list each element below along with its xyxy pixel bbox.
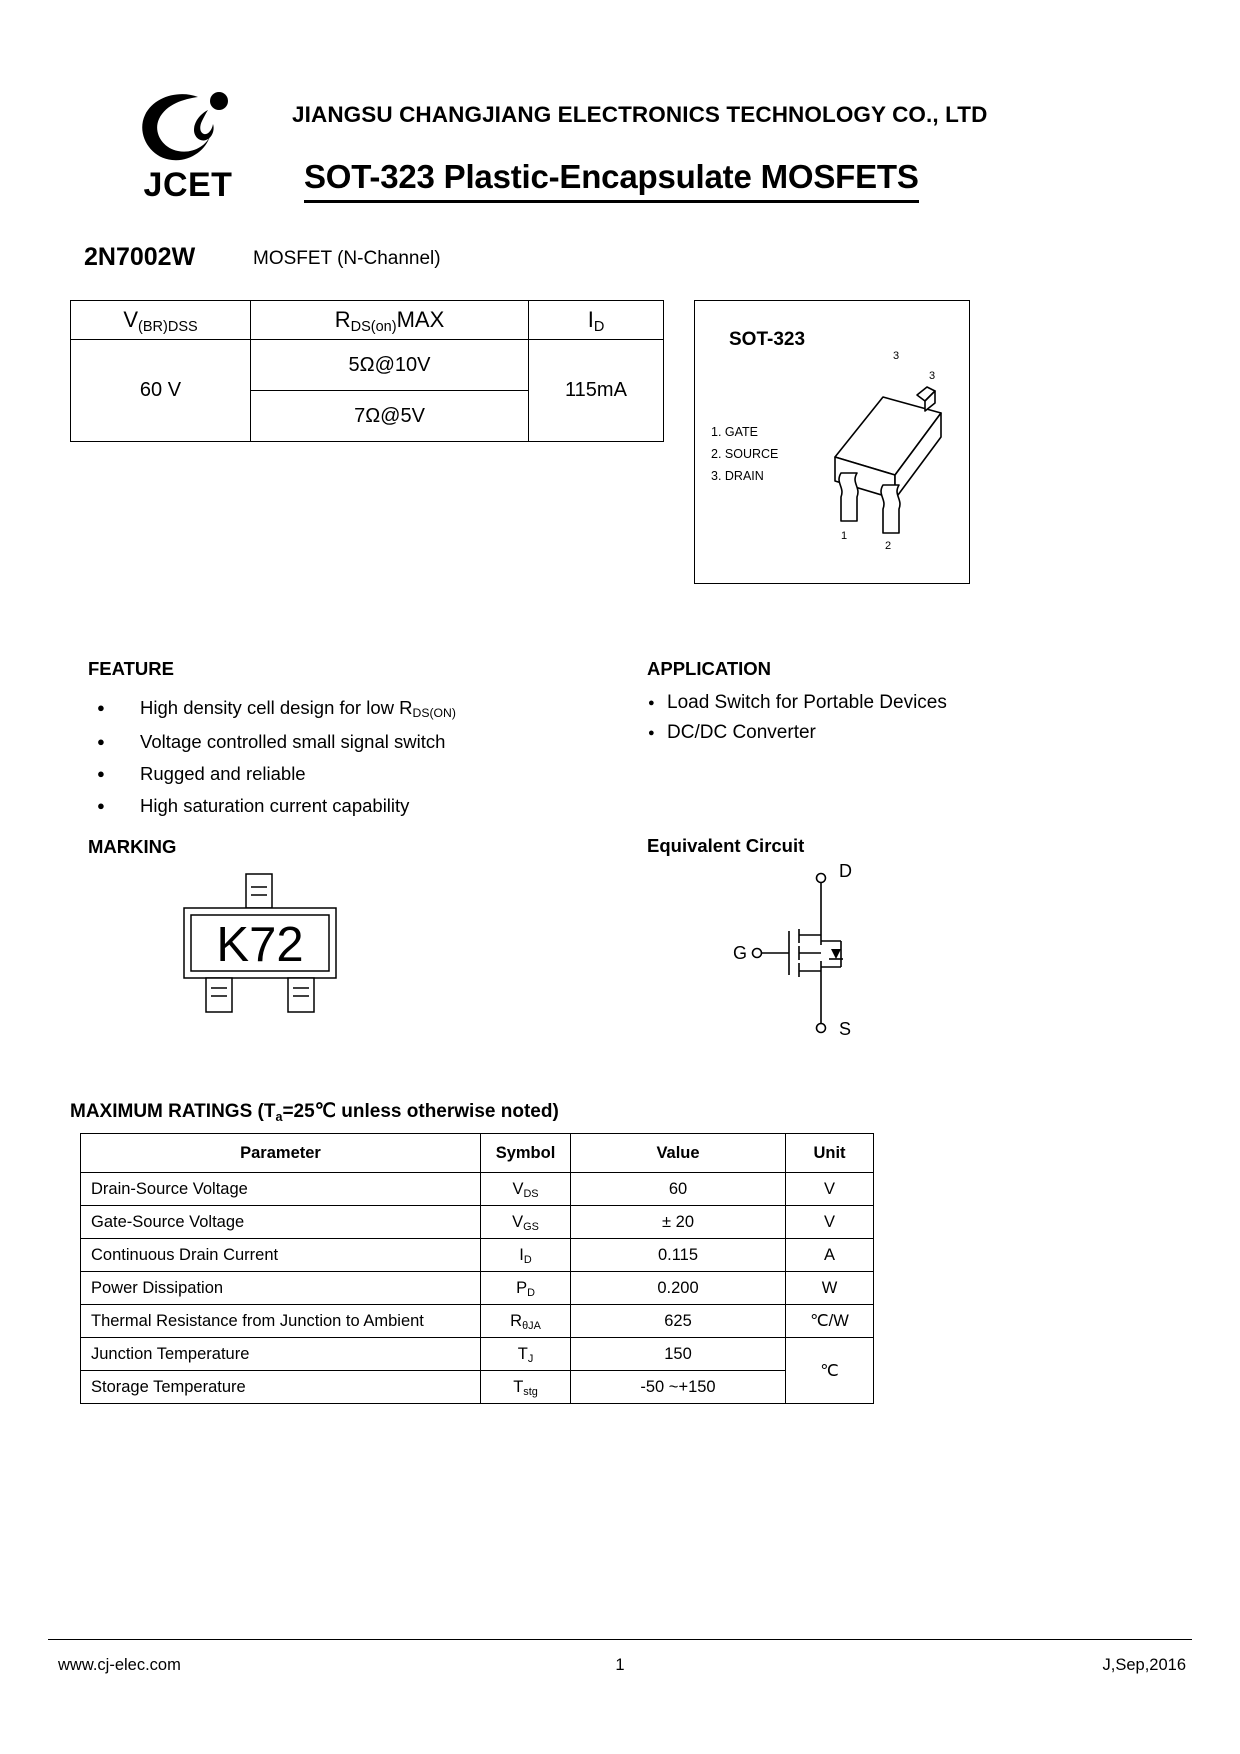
package-pin-list	[711, 421, 778, 487]
feature-item-text: Voltage controlled small signal switch	[140, 731, 446, 752]
rating-symbol-sub: D	[523, 1253, 532, 1266]
package-pin-2: 2. SOURCE	[711, 447, 779, 461]
rating-value: 0.200	[571, 1272, 786, 1305]
spec-header-id	[529, 301, 664, 340]
feature-section	[88, 658, 608, 822]
spec-rds-symbol: R	[334, 307, 351, 332]
rating-parameter: Continuous Drain Current	[81, 1239, 481, 1272]
table-row	[81, 1272, 874, 1305]
terminal-label-source: S	[839, 1019, 852, 1039]
rating-symbol-sub: stg	[523, 1385, 538, 1398]
rating-symbol	[481, 1206, 571, 1239]
rating-unit: A	[786, 1239, 874, 1272]
max-ratings-title-rest: =25℃ unless otherwise noted)	[282, 1101, 559, 1122]
list-item	[88, 790, 608, 822]
marking-package-drawing-icon	[170, 870, 360, 1020]
rating-unit: V	[786, 1173, 874, 1206]
column-header-parameter: Parameter	[81, 1134, 481, 1173]
spec-value-vbrdss: 60 V	[71, 340, 251, 442]
footer-revision: J,Sep,2016	[1102, 1656, 1186, 1674]
package-pin-1: 1. GATE	[711, 425, 759, 439]
marking-section	[88, 836, 304, 972]
rating-value: ± 20	[571, 1206, 786, 1239]
page-footer	[48, 1648, 1192, 1688]
spec-header-rdson	[251, 301, 529, 340]
rating-symbol	[481, 1371, 571, 1404]
terminal-label-gate: G	[733, 943, 748, 963]
max-ratings-title-sub: a	[275, 1109, 283, 1124]
feature-item-text: High saturation current capability	[140, 795, 410, 816]
key-spec-table	[70, 300, 664, 442]
spec-id-subscript: D	[593, 319, 605, 336]
marking-title: MARKING	[88, 836, 177, 857]
rating-symbol-base: V	[512, 1179, 524, 1198]
table-row	[71, 340, 664, 391]
rating-symbol-sub: θJA	[522, 1319, 541, 1332]
terminal-label-drain: D	[839, 861, 852, 881]
spec-rds-subscript: DS(on)	[350, 319, 397, 336]
application-title: APPLICATION	[647, 658, 772, 679]
rating-value: 0.115	[571, 1239, 786, 1272]
mosfet-symbol-icon	[715, 863, 925, 1043]
spec-value-rdson-10v: 5Ω@10V	[251, 340, 529, 391]
feature-item-subscript: DS(ON)	[412, 706, 456, 721]
list-item	[88, 758, 608, 790]
page-header	[0, 0, 1240, 230]
rating-symbol	[481, 1272, 571, 1305]
rating-symbol	[481, 1338, 571, 1371]
list-item	[88, 726, 608, 758]
rating-symbol-base: P	[516, 1278, 528, 1297]
spec-id-symbol: I	[587, 307, 594, 332]
feature-item-text: High density cell design for low R	[140, 697, 413, 718]
package-pin-label-1: 1	[841, 530, 848, 542]
part-number: 2N7002W	[84, 243, 196, 271]
rating-unit: ℃/W	[786, 1305, 874, 1338]
rating-symbol-base: R	[510, 1311, 523, 1330]
list-item	[88, 692, 608, 726]
spec-header-vbrdss	[71, 301, 251, 340]
rating-parameter: Power Dissipation	[81, 1272, 481, 1305]
spec-vbr-subscript: (BR)DSS	[138, 319, 198, 336]
footer-website[interactable]: www.cj-elec.com	[58, 1656, 181, 1674]
table-row	[81, 1173, 874, 1206]
package-title: SOT-323	[729, 329, 806, 350]
feature-list	[88, 692, 608, 822]
rating-unit: W	[786, 1272, 874, 1305]
document-title: SOT-323 Plastic-Encapsulate MOSFETS	[304, 158, 919, 203]
jcet-logo	[128, 88, 248, 208]
rating-symbol-base: V	[512, 1212, 524, 1231]
table-row	[81, 1371, 874, 1404]
rating-symbol-sub: J	[527, 1352, 534, 1365]
rating-symbol	[481, 1239, 571, 1272]
rating-parameter: Junction Temperature	[81, 1338, 481, 1371]
rating-symbol	[481, 1173, 571, 1206]
table-row	[71, 301, 664, 340]
max-ratings-title-main: MAXIMUM RATINGS (T	[70, 1101, 276, 1122]
rating-symbol-sub: DS	[523, 1187, 539, 1200]
package-pin3-label-icon	[885, 341, 925, 371]
max-ratings-title	[70, 1100, 559, 1123]
package-pin-3: 3. DRAIN	[711, 469, 764, 483]
spec-value-rdson-5v: 7Ω@5V	[251, 391, 529, 442]
rating-symbol-base: I	[519, 1245, 524, 1264]
footer-page-number: 1	[615, 1656, 625, 1674]
feature-title: FEATURE	[88, 658, 174, 679]
column-header-value: Value	[571, 1134, 786, 1173]
package-3d-drawing-icon	[805, 361, 965, 552]
column-header-unit: Unit	[786, 1134, 874, 1173]
rating-symbol-sub: GS	[523, 1220, 539, 1233]
svg-text:3: 3	[893, 350, 900, 362]
spec-rds-suffix: MAX	[396, 307, 445, 332]
package-outline-box	[694, 300, 970, 584]
company-name: JIANGSU CHANGJIANG ELECTRONICS TECHNOLOGY CO., LTD	[292, 102, 988, 127]
footer-divider	[48, 1639, 1192, 1640]
rating-unit-merged: ℃	[786, 1338, 874, 1404]
rating-symbol-base: T	[517, 1344, 528, 1363]
rating-value: 60	[571, 1173, 786, 1206]
rating-symbol-base: T	[513, 1377, 524, 1396]
rating-symbol-sub: D	[527, 1286, 535, 1299]
spec-vbr-symbol: V	[123, 307, 138, 332]
package-pin-label-2: 2	[885, 540, 892, 552]
list-item: ● Load Switch for Portable Devices	[647, 688, 1067, 718]
rating-parameter: Storage Temperature	[81, 1371, 481, 1404]
list-item: ● DC/DC Converter	[647, 718, 1067, 748]
table-row	[81, 1206, 874, 1239]
rating-parameter: Gate-Source Voltage	[81, 1206, 481, 1239]
rating-unit: V	[786, 1206, 874, 1239]
rating-value: 625	[571, 1305, 786, 1338]
rating-parameter: Thermal Resistance from Junction to Ambient	[81, 1305, 481, 1338]
rating-symbol	[481, 1305, 571, 1338]
column-header-symbol: Symbol	[481, 1134, 571, 1173]
rating-value: -50 ~+150	[571, 1371, 786, 1404]
jcet-logo-icon	[136, 88, 240, 166]
table-row	[81, 1305, 874, 1338]
table-row	[81, 1239, 874, 1272]
table-header-row	[81, 1134, 874, 1173]
equivalent-circuit-title: Equivalent Circuit	[647, 835, 805, 856]
application-section	[647, 658, 1067, 748]
part-description: MOSFET (N-Channel)	[253, 248, 441, 269]
equivalent-circuit-section	[647, 835, 852, 1039]
rating-value: 150	[571, 1338, 786, 1371]
table-row	[81, 1338, 874, 1371]
application-list	[647, 688, 1067, 748]
feature-item-text: Rugged and reliable	[140, 763, 306, 784]
marking-code: K72	[216, 918, 304, 972]
jcet-logo-text: JCET	[143, 166, 233, 204]
spec-value-id: 115mA	[529, 340, 664, 442]
max-ratings-table	[80, 1133, 874, 1404]
package-pin-label-3: 3	[929, 370, 936, 382]
rating-parameter: Drain-Source Voltage	[81, 1173, 481, 1206]
